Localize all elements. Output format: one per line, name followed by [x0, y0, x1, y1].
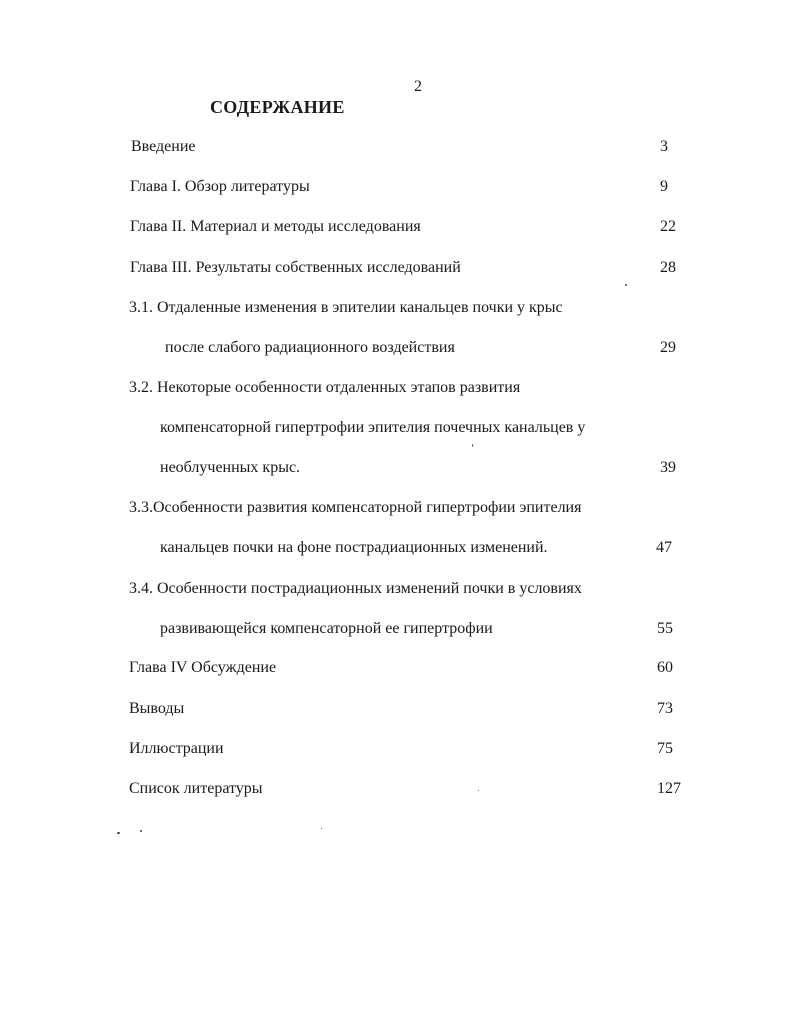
- toc-page-intro: 3: [660, 138, 668, 155]
- toc-entry-chapter-4: Глава IV Обсуждение: [129, 659, 277, 676]
- toc-page-chapter-4: 60: [657, 659, 673, 676]
- toc-entry-references: Список литературы: [129, 780, 263, 797]
- toc-entry-chapter-1: Глава I. Обзор литературы: [130, 178, 310, 195]
- toc-page-chapter-2: 22: [660, 218, 676, 235]
- toc-entry-3-2-line1: 3.2. Некоторые особенности отдаленных этапов развития: [129, 379, 521, 396]
- scan-speck: [140, 830, 142, 832]
- toc-entry-illustrations: Иллюстрации: [129, 740, 224, 757]
- scan-speck: [625, 284, 627, 286]
- page-number: 2: [414, 78, 422, 95]
- toc-page-3-1: 29: [660, 339, 676, 356]
- toc-page-chapter-1: 9: [660, 178, 668, 195]
- toc-page-conclusions: 73: [657, 700, 673, 717]
- toc-entry-chapter-2: Глава II. Материал и методы исследования: [130, 218, 421, 235]
- toc-page-illustrations: 75: [657, 740, 673, 757]
- toc-entry-3-2-line2: компенсаторной гипертрофии эпителия почечных канальцев у: [160, 419, 586, 436]
- toc-entry-3-1-line2: после слабого радиационного воздействия: [165, 339, 455, 356]
- toc-page-3-2: 39: [660, 459, 676, 476]
- toc-page-3-3: 47: [656, 539, 672, 556]
- toc-page-3-4: 55: [657, 620, 673, 637]
- scan-speck: [117, 832, 120, 834]
- toc-page-references: 127: [657, 780, 681, 797]
- toc-entry-conclusions: Выводы: [129, 700, 185, 717]
- toc-entry-3-2-line3: необлученных крыс.: [160, 459, 301, 476]
- toc-entry-intro: Введение: [131, 138, 196, 155]
- toc-page-chapter-3: 28: [660, 259, 676, 276]
- toc-entry-3-1-line1: 3.1. Отдаленные изменения в эпителии канальцев почки у крыс: [129, 299, 563, 316]
- toc-entry-3-3-line2: канальцев почки на фоне пострадиационных изменений.: [160, 539, 548, 556]
- toc-entry-chapter-3: Глава III. Результаты собственных исследований: [130, 259, 461, 276]
- toc-entry-3-4-line2: развивающейся компенсаторной ее гипертрофии: [160, 620, 493, 637]
- scan-speck: [478, 790, 479, 791]
- toc-entry-3-3-line1: 3.3.Особенности развития компенсаторной гипертрофии эпителия: [129, 499, 582, 516]
- toc-title: СОДЕРЖАНИЕ: [210, 97, 345, 117]
- toc-entry-3-4-line1: 3.4. Особенности пострадиационных изменений почки в условиях: [129, 580, 582, 597]
- scan-speck: [321, 828, 322, 829]
- scan-speck: [472, 444, 473, 447]
